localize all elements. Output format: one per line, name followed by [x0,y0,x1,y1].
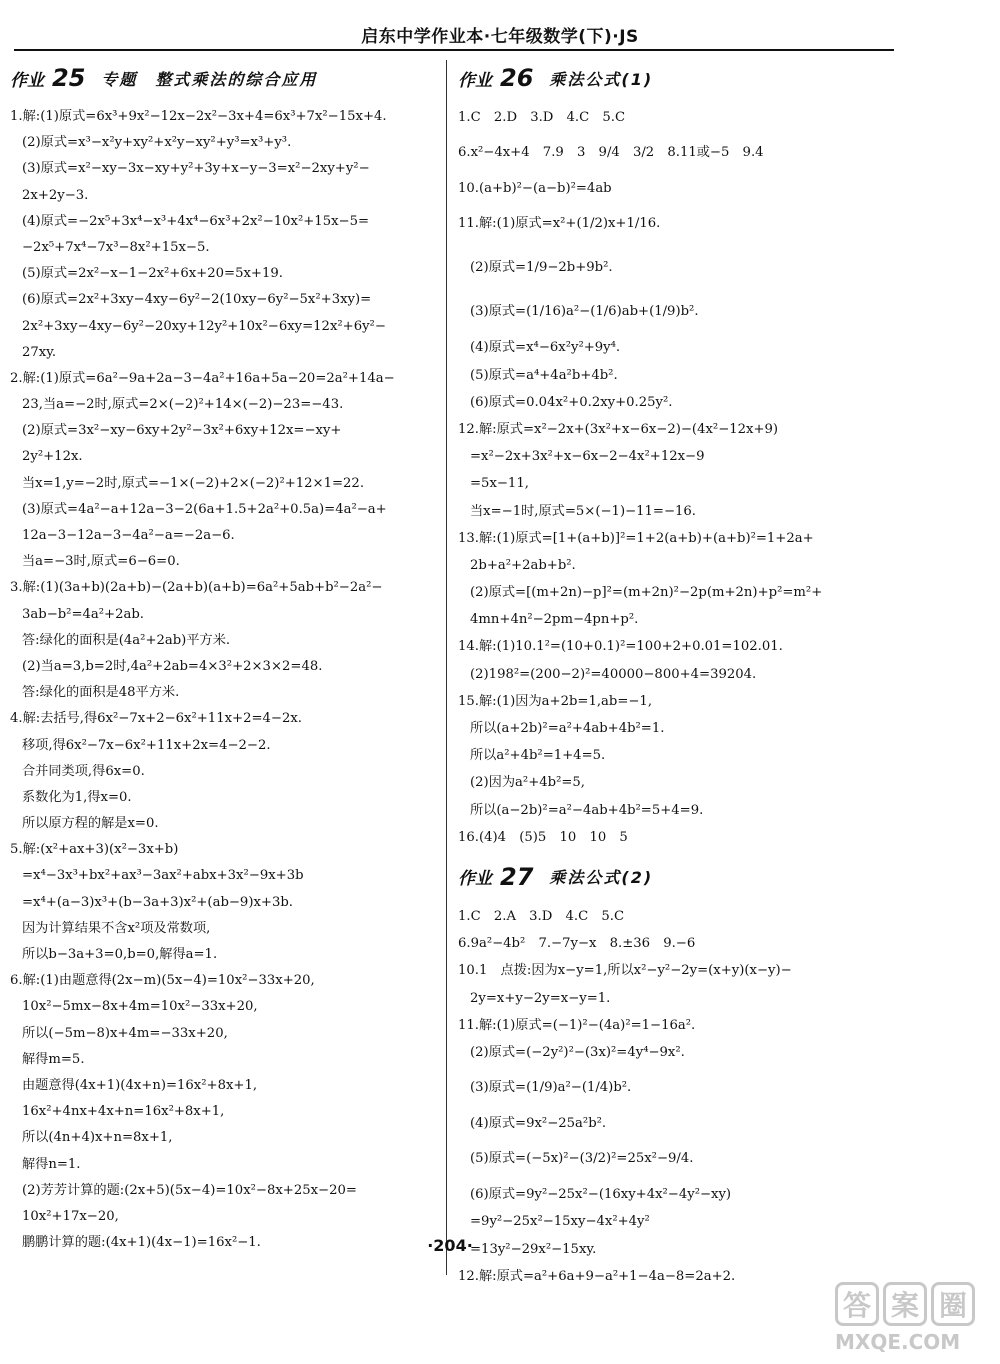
answer-line: (5)原式=a⁴+4a²b+4b². [470,367,618,383]
answer-line: (3)原式=x²−xy−3x−xy+y²+3y+x−y−3=x²−2xy+y²− [22,161,370,177]
answer-line: 2b+a²+2ab+b². [470,557,576,573]
answer-line: =x⁴+(a−3)x³+(b−3a+3)x²+(ab−9)x+3b. [22,894,293,910]
answer-line: 1.C 2.D 3.D 4.C 5.C [458,110,626,125]
answer-line: 6.x²−4x+4 7.9 3 9/4 3/2 8.11或−5 9.4 [458,145,764,161]
answer-line: 解得m=5. [22,1051,85,1067]
answer-line: 6.9a²−4b² 7.−7y−x 8.±36 9.−6 [458,936,696,952]
answer-line: (2)当a=3,b=2时,4a²+2ab=4×3²+2×3×2=48. [22,658,323,674]
answer-line: (4)原式=−2x⁵+3x⁴−x³+4x⁴−6x³+2x²−10x²+15x−5= [22,213,370,229]
section-label: 作业 [458,70,492,91]
answer-line: 鹏鹏计算的题:(4x+1)(4x−1)=16x²−1. [22,1235,261,1251]
watermark-glyph: 案 [883,1282,927,1326]
answer-line: 11.解:(1)原式=(−1)²−(4a)²=1−16a². [458,1017,696,1033]
watermark-glyph: 圈 [931,1282,975,1326]
answer-line: 11.解:(1)原式=x²+(1/2)x+1/16. [458,216,661,232]
answer-line: 5.解:(x²+ax+3)(x²−3x+b) [10,842,179,858]
answer-line: 移项,得6x²−7x−6x²+11x+2x=4−2−2. [22,737,271,753]
answer-line: −2x⁵+7x⁴−7x³−8x²+15x−5. [22,239,210,255]
answer-line: 2x+2y−3. [22,187,89,203]
answer-line: 27xy. [22,344,57,360]
watermark [835,1282,985,1360]
answer-line: (4)原式=9x²−25a²b². [470,1116,607,1132]
answer-line: 所以(a−2b)²=a²−4ab+4b²=5+4=9. [470,802,704,818]
column-divider [446,60,447,1275]
answer-line: 所以(4n+4)x+n=8x+1, [22,1130,173,1146]
answer-line: (2)原式=3x²−xy−6xy+2y²−3x²+6xy+12x=−xy+ [22,423,342,439]
left-column [10,60,440,1256]
answer-line: 当a=−3时,原式=6−6=0. [22,554,180,570]
answer-line: =9y²−25x²−15xy−4x²+4y² [470,1214,650,1230]
answer-line: 所以a²+4b²=1+4=5. [470,748,606,764]
answer-line: 答:绿化的面积是(4a²+2ab)平方米. [22,632,231,648]
answer-line: 23,当a=−2时,原式=2×(−2)²+14×(−2)−23=−43. [22,397,344,413]
answer-line: (3)原式=(1/9)a²−(1/4)b². [470,1080,632,1096]
watermark-url: MXQE.COM [835,1330,961,1354]
answer-line: 因为计算结果不含x²项及常数项, [22,920,211,936]
answer-line: 所以(a+2b)²=a²+4ab+4b²=1. [470,721,665,736]
answer-line: (6)原式=2x²+3xy−4xy−6y²−2(10xy−6y²−5x²+3xy)= [22,292,372,308]
answer-line: 16x²+4nx+4x+n=16x²+8x+1, [22,1104,225,1120]
page-header: 启东中学作业本·七年级数学(下)·JS [361,27,639,47]
header-rule [14,49,894,51]
answer-line: =x²−2x+3x²+x−6x−2−4x²+12x−9 [470,449,705,465]
answer-line: (5)原式=2x²−x−1−2x²+6x+20=5x+19. [22,266,283,282]
answer-line: 1.C 2.A 3.D 4.C 5.C [458,908,625,924]
answer-line: 6.解:(1)由题意得(2x−m)(5x−4)=10x²−33x+20, [10,973,315,989]
answer-line: 2.解:(1)原式=6a²−9a+2a−3−4a²+16a+5a−20=2a²+14a− [10,370,395,386]
answer-line: 10x²+17x−20, [22,1208,119,1224]
section-label: 作业 [458,869,492,890]
page-number: ·204· [427,1236,473,1255]
answer-line: 3ab−b²=4a²+2ab. [22,606,144,622]
answer-line: 由题意得(4x+1)(4x+n)=16x²+8x+1, [22,1077,258,1093]
answer-line: 4mn+4n²−2pm−4pn+p². [470,612,639,628]
section-number: 25 [52,64,86,92]
section-number: 26 [500,64,534,92]
answer-line: 2x²+3xy−4xy−6y²−20xy+12y²+10x²−6xy=12x²+6y²− [22,318,386,334]
answer-line: (2)198²=(200−2)²=40000−800+4=39204. [470,666,757,682]
answer-list-27 [458,903,898,1290]
answer-line: (2)芳芳计算的题:(2x+5)(5x−4)=10x²−8x+25x−20= [22,1182,357,1198]
section-heading-26 [458,60,898,96]
answer-line: (2)因为a²+4b²=5, [470,775,586,791]
answer-line: 所以(−5m−8)x+4m=−33x+20, [22,1025,228,1041]
answer-line: 解得n=1. [22,1156,81,1172]
answer-line: 12.解:原式=a²+6a+9−a²+1−4a−8=2a+2. [458,1268,736,1284]
answer-line: =13y²−29x²−15xy. [470,1241,597,1257]
answer-line: (3)原式=4a²−a+12a−3−2(6a+1.5+2a²+0.5a)=4a²−a+ [22,501,387,517]
section-title: 乘法公式(2) [549,868,654,888]
answer-list-25 [10,104,440,1256]
answer-line: 12.解:原式=x²−2x+(3x²+x−6x−2)−(4x²−12x+9) [458,421,779,437]
section-heading-25 [10,60,440,96]
answer-line: 13.解:(1)原式=[1+(a+b)]²=1+2(a+b)+(a+b)²=1+2a+ [458,530,814,546]
answer-line: 16.(4)4 (5)5 10 10 5 [458,829,628,845]
answer-line: 答:绿化的面积是48平方米. [22,685,180,701]
answer-line: 2y=x+y−2y=x−y=1. [470,990,611,1006]
section-title: 乘法公式(1) [549,69,654,89]
answer-line: (4)原式=x⁴−6x²y²+9y⁴. [470,340,621,356]
answer-line: =5x−11, [470,476,529,492]
answer-line: 10.1 点拨:因为x−y=1,所以x²−y²−2y=(x+y)(x−y)− [458,963,792,979]
answer-line: 当x=1,y=−2时,原式=−1×(−2)+2×(−2)²+12×1=22. [22,475,365,491]
answer-line: (2)原式=x³−x²y+xy²+x²y−xy²+y³=x³+y³. [22,135,292,151]
answer-line: 1.解:(1)原式=6x³+9x²−12x−2x²−3x+4=6x³+7x²−15x+4. [10,109,387,124]
answer-line: (6)原式=0.04x²+0.2xy+0.25y². [470,394,673,410]
answer-line: =x⁴−3x³+bx²+ax³−3ax²+abx+3x²−9x+3b [22,868,304,884]
section-heading-27 [458,859,898,895]
answer-line: 15.解:(1)因为a+2b=1,ab=−1, [458,693,653,709]
answer-line: 当x=−1时,原式=5×(−1)−11=−16. [470,503,696,519]
answer-line: 所以原方程的解是x=0. [22,816,159,832]
answer-line: (5)原式=(−5x)²−(3/2)²=25x²−9/4. [470,1151,694,1167]
answer-line: (3)原式=(1/16)a²−(1/6)ab+(1/9)b². [470,304,699,320]
answer-line: 3.解:(1)(3a+b)(2a+b)−(2a+b)(a+b)=6a²+5ab+b²−2a²− [10,580,383,596]
answer-line: 系数化为1,得x=0. [22,789,132,805]
section-number: 27 [500,862,534,891]
section-label: 作业 [10,70,44,91]
watermark-glyph: 答 [835,1282,879,1326]
answer-line: 2y²+12x. [22,449,83,465]
answer-line: 10.(a+b)²−(a−b)²=4ab [458,181,612,197]
answer-line: 所以b−3a+3=0,b=0,解得a=1. [22,947,218,962]
answer-line: (2)原式=[(m+2n)−p]²=(m+2n)²−2p(m+2n)+p²=m²+ [470,585,823,601]
answer-line: 4.解:去括号,得6x²−7x+2−6x²+11x+2=4−2x. [10,711,302,727]
right-column [458,60,898,1290]
answer-list-26 [458,104,898,851]
section-title: 专题 整式乘法的综合应用 [101,69,318,89]
answer-line: 10x²−5mx−8x+4m=10x²−33x+20, [22,999,258,1015]
answer-line: 14.解:(1)10.1²=(10+0.1)²=100+2+0.01=102.01. [458,639,783,655]
answer-line: (6)原式=9y²−25x²−(16xy+4x²−4y²−xy) [470,1187,732,1203]
answer-line: (2)原式=(−2y²)²−(3x)²=4y⁴−9x². [470,1044,685,1060]
answer-line: 合并同类项,得6x=0. [22,763,145,779]
answer-line: (2)原式=1/9−2b+9b². [470,260,613,276]
answer-line: 12a−3−12a−3−4a²−a=−2a−6. [22,528,235,543]
